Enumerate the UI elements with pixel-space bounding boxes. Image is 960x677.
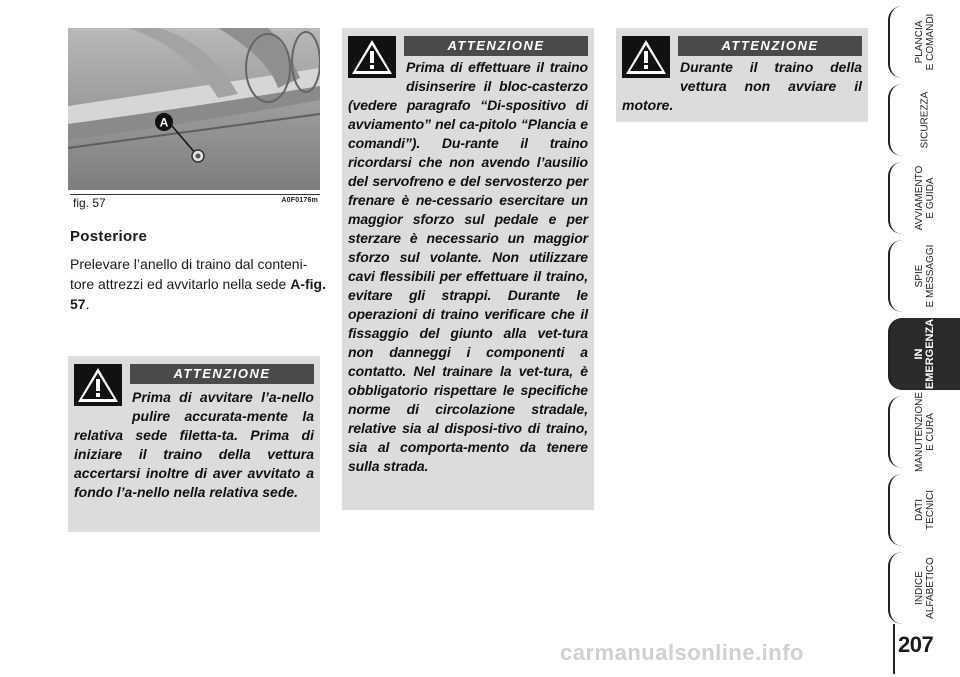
tab-label: IN EMERGENZA xyxy=(913,318,936,390)
chapter-index-tabs xyxy=(888,0,960,677)
figure-caption xyxy=(70,194,320,213)
tab-label: INDICE ALFABETICO xyxy=(914,557,936,619)
tab-spie-e-messaggi[interactable] xyxy=(888,240,960,312)
tab-sicurezza[interactable] xyxy=(888,84,960,156)
rear-bumper-illustration xyxy=(68,28,320,190)
section-heading: Posteriore xyxy=(70,228,148,245)
callout-a-label: A xyxy=(159,115,169,130)
warning-box-towing-precautions xyxy=(342,28,594,510)
tab-label: DATI TECNICI xyxy=(914,490,936,530)
figure-label: fig. 57 xyxy=(73,196,106,210)
page-number-rule xyxy=(893,624,895,674)
section-body-text: Prelevare l’anello di traino dal conteni-tore attrezzi ed avvitarlo nella sede xyxy=(70,256,308,292)
section-body-end: . xyxy=(85,296,90,312)
page-number: 207 xyxy=(898,632,934,657)
figure-reference: A-fig. 57 xyxy=(70,276,326,312)
tab-avviamento-e-guida[interactable] xyxy=(888,162,960,234)
tab-manutenzione-e-cura[interactable] xyxy=(888,392,960,472)
warning-text xyxy=(622,58,862,115)
figure-57-image xyxy=(68,28,320,190)
tab-label: AVVIAMENTO E GUIDA xyxy=(914,165,936,231)
warning-text-content: Prima di avvitare l’a-nello pulire accurata-mente la relativa sede filetta-ta. Prima di iniziare il traino della vettura accertarsi inoltre di aver avvitato a fondo l’a-nello nella relativa sede. xyxy=(74,389,314,500)
warning-text-content: Durante il traino della vettura non avviare il motore. xyxy=(622,59,862,113)
tab-plancia-e-comandi[interactable] xyxy=(888,6,960,78)
watermark: carmanualsonline.info xyxy=(560,640,804,665)
tab-label: PLANCIA E COMANDI xyxy=(914,13,936,71)
warning-text xyxy=(348,58,588,476)
warning-title: ATTENZIONE xyxy=(130,364,314,384)
warning-text xyxy=(74,388,314,502)
tab-label: SICUREZZA xyxy=(919,91,931,149)
figure-code: A0F0176m xyxy=(281,197,318,204)
tab-indice-alfabetico[interactable] xyxy=(888,552,960,624)
warning-title: ATTENZIONE xyxy=(404,36,588,56)
warning-text-content: Prima di effettuare il traino disinserire il bloc-casterzo (vedere paragrafo “Di-spositivo di avviamento” nel ca-pitolo “Plancia e comandi”). Du-rante il traino ricordarsi che non avendo l’ausilio del servofreno e del servosterzo per frenare è ne-cessario esercitare un maggior sforzo sul pedale e per sterzare è necessario un maggior sforzo sul volante. Non utilizzare cavi flessibili per effettuare il traino, evitare gli strappi. Durante le operazioni di traino verificare che il fissaggio del giunto alla vet-tura non danneggi i componenti a contatto. Nel trainare la vet-tura, è obbligatorio rispettare le specifiche norme di circolazione stradale, relative sia al disposi-tivo di traino, sia al comporta-mento da tenere sulla strada. xyxy=(348,59,588,474)
warning-title: ATTENZIONE xyxy=(678,36,862,56)
tab-in-emergenza[interactable] xyxy=(888,318,960,390)
warning-box-thread-cleaning xyxy=(68,356,320,532)
tab-label: MANUTENZIONE E CURA xyxy=(914,392,936,472)
section-body xyxy=(70,254,326,314)
tab-dati-tecnici[interactable] xyxy=(888,474,960,546)
tab-label: SPIE E MESSAGGI xyxy=(914,244,936,308)
warning-box-engine-off xyxy=(616,28,868,122)
